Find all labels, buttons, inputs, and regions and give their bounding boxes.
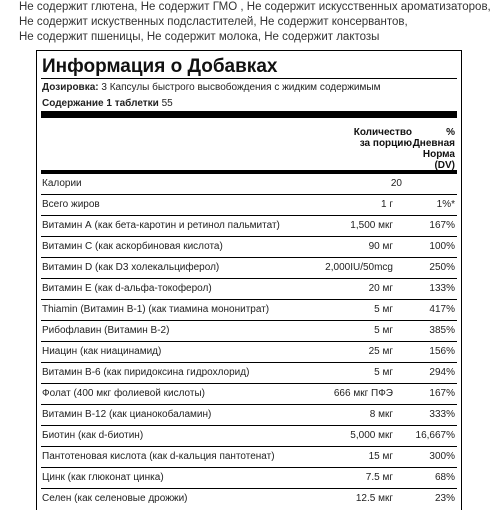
nutrient-amount: 90 мг [368,241,393,252]
nutrient-name: Витамин А (как бета-каротин и ретинол пальмитат) [42,220,280,231]
nutrient-row [41,174,457,194]
servings-value: 55 [161,98,173,109]
nutrient-name: Витамин С (как аскорбиновая кислота) [42,241,223,252]
nutrient-daily-value: 167% [429,388,455,399]
nutrient-name: Биотин (как d-биотин) [42,430,144,441]
nutrient-amount: 20 [390,178,402,189]
nutrient-amount: 5 мг [374,325,393,336]
divider-thick [41,111,457,118]
servings-line [41,95,457,111]
nutrient-row [41,362,457,383]
nutrient-row [41,404,457,425]
nutrient-amount: 8 мкг [369,409,393,420]
dietary-note-line: Не содержит глютена, Не содержит ГМО , Не содержит искусственных ароматизаторов, [19,1,491,13]
daily-value-column-header [413,127,455,171]
nutrient-name: Пантотеновая кислота (как d-кальция пантотенат) [42,451,275,462]
nutrient-name: Всего жиров [42,199,100,210]
nutrient-row [41,215,457,236]
nutrient-name: Витамин B-12 (как цианокобаламин) [42,409,212,420]
nutrient-amount: 5 мг [374,367,393,378]
amount-header-line: Количество [353,127,412,138]
nutrient-name: Цинк (как глюконат цинка) [42,472,164,483]
nutrient-row [41,257,457,278]
dv-header-line: Дневная [412,138,455,149]
nutrient-daily-value: 100% [429,241,455,252]
supplement-facts-panel [36,50,462,510]
nutrient-name: Селен (как селеновые дрожжи) [42,493,188,504]
nutrient-row [41,467,457,488]
nutrient-name: Витамин B-6 (как пиридоксина гидрохлорид) [42,367,250,378]
panel-title: Информация о Добавках [42,56,278,77]
servings-label: Содержание 1 таблетки [42,98,159,109]
nutrient-daily-value: 1%* [436,199,455,210]
nutrient-row [41,320,457,341]
nutrient-amount: 1 г [381,199,393,210]
nutrient-daily-value: 16,667% [415,430,455,441]
nutrient-daily-value: 294% [429,367,455,378]
dietary-note-line: Не содержит искуственных подсластителей, Не содержит консервантов, [19,16,408,28]
nutrient-row [41,194,457,215]
dosage-value: 3 Капсулы быстрого высвобождения с жидким содержимым [101,82,381,93]
nutrient-daily-value: 23% [434,493,455,504]
nutrient-amount: 5 мг [374,304,393,315]
nutrient-row [41,425,457,446]
nutrient-table [41,174,457,509]
nutrient-row [41,383,457,404]
amount-header-line: за порцию [359,138,412,149]
amount-column-header [354,127,412,149]
nutrient-daily-value: 417% [429,304,455,315]
dosage-label: Дозировка: [42,82,99,93]
nutrient-name: Рибофлавин (Витамин B-2) [42,325,170,336]
nutrient-daily-value: 385% [429,325,455,336]
nutrient-amount: 7.5 мг [365,472,393,483]
nutrient-name: Thiamin (Витамин B-1) (как тиамина мононитрат) [42,304,270,315]
nutrient-name: Витамин D (как D3 холекальциферол) [42,262,220,273]
nutrient-amount: 12.5 мкг [355,493,393,504]
nutrient-amount: 2,000IU/50mcg [325,262,393,273]
nutrient-daily-value: 300% [429,451,455,462]
nutrient-amount: 25 мг [368,346,393,357]
nutrient-row [41,299,457,320]
nutrient-daily-value: 68% [434,472,455,483]
nutrient-amount: 20 мг [368,283,393,294]
dosage-line [41,79,457,95]
nutrient-name: Фолат (400 мкг фолиевой кислоты) [42,388,205,399]
dietary-note-line: Не содержит пшеницы, Не содержит молока, Не содержит лактозы [19,31,380,43]
nutrient-amount: 666 мкг ПФЭ [333,388,393,399]
nutrient-daily-value: 333% [429,409,455,420]
nutrient-name: Ниацин (как ниацинамид) [42,346,162,357]
nutrient-amount: 5,000 мкг [350,430,393,441]
nutrient-row [41,278,457,299]
nutrient-name: Калории [42,178,82,189]
nutrient-daily-value: 250% [429,262,455,273]
nutrient-amount: 15 мг [368,451,393,462]
nutrient-daily-value: 156% [429,346,455,357]
nutrient-daily-value: 133% [429,283,455,294]
nutrient-row [41,341,457,362]
nutrient-row [41,488,457,509]
nutrient-amount: 1,500 мкг [350,220,393,231]
nutrient-row [41,236,457,257]
nutrient-daily-value: 167% [429,220,455,231]
dietary-notes [0,0,500,45]
nutrient-name: Витамин Е (как d-альфа-токоферол) [42,283,212,294]
nutrient-row [41,446,457,467]
dv-header-line: % [446,127,455,138]
column-header [41,118,457,170]
dv-header-line: (DV) [434,160,455,171]
dv-header-line: Норма [422,149,455,160]
